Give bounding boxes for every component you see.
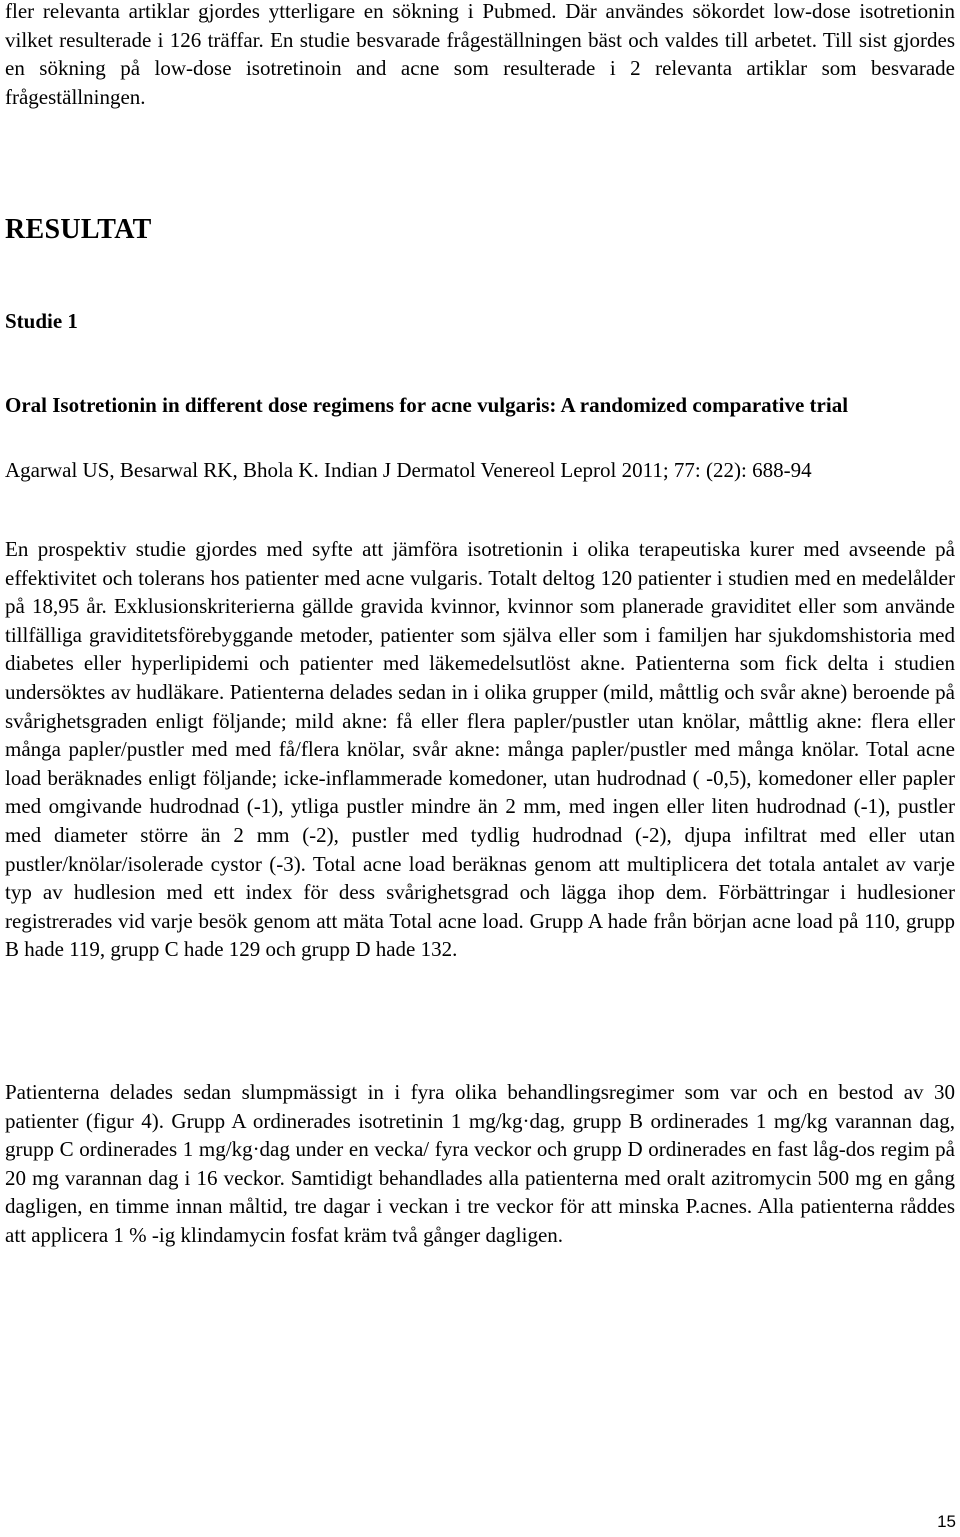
- body-paragraph-1: En prospektiv studie gjordes med syfte att jämföra isotretionin i olika terapeutiska kurer med avseende på effektivitet och tolerans hos patienter med acne vulgaris. Totalt deltog 120 patienter i studien med en medelålder på 18,95 år. Exklusionskriterierna gällde gravida kvinnor, kvinnor som planerade graviditet eller som använde tillfälliga graviditetsförebyggande metoder, patienter som själva eller som i familjen har sjukdomshistoria med diabetes eller hyperlipidemi och patienter med läkemedelsutlöst akne. Patienterna som fick delta i studien undersöktes av hudläkare. Patienterna delades sedan in i olika grupper (mild, måttlig och svår akne) beroende på svårighetsgraden enligt följande; mild akne: få eller flera papler/pustler utan knölar, måttlig akne: flera eller många papler/pustler med med få/flera knölar, svår akne: många papler/pustler med många knölar. Total acne load beräknades enligt följande; icke-inflammerade komedoner, utan hudrodnad ( -0,5), komedoner eller papler med omgivande hudrodnad (-1), ytliga pustler mindre än 2 mm, med ingen eller liten hudrodnad (-1), pustler med diameter större än 2 mm (-2), pustler med tydlig hudrodnad (-2), djupa infiltrat med eller utan pustler/knölar/isolerade cystor (-3). Total acne load beräknas genom att multiplicera det totala antalet av varje typ av hudlesion med ett index för dess svårighetsgrad och lägga ihop dem. Förbättringar i hudlesioner registrerades vid varje besök genom att mäta Total acne load. Grupp A hade från början acne load på 110, grupp B hade 119, grupp C hade 129 och grupp D hade 132.: [5, 537, 955, 962]
- page-number: 15: [937, 1512, 956, 1531]
- study-citation: Agarwal US, Besarwal RK, Bhola K. Indian J Dermatol Venereol Leprol 2011; 77: (22): 688-94: [5, 458, 812, 482]
- body-paragraph-2: Patienterna delades sedan slumpmässigt in i fyra olika behandlingsregimer som var och en bestod av 30 patienter (figur 4). Grupp A ordinerades isotretinin 1 mg/kg·dag, grupp B ordinerades 1 mg/kg varannan dag, grupp C ordinerades 1 mg/kg·dag under en vecka/ fyra veckor och grupp D ordinerades en fast låg-dos regim på 20 mg varannan dag i 16 veckor. Samtidigt behandlades alla patienterna med oralt azitromycin 500 mg en gång dagligen, en timme innan måltid, tre dagar i veckan i tre veckor för att minska P.acnes. Alla patienterna råddes att applicera 1 % -ig klindamycin fosfat kräm två gånger dagligen.: [5, 1080, 955, 1247]
- section-heading: RESULTAT: [5, 214, 152, 245]
- study-subheading: Studie 1: [5, 309, 78, 333]
- intro-paragraph: fler relevanta artiklar gjordes ytterligare en sökning i Pubmed. Där användes sökordet low-dose isotretionin vilket resulterade i 126 träffar. En studie besvarade frågeställningen bäst och valdes till arbetet. Till sist gjordes en sökning på low-dose isotretinoin and acne som resulterade i 2 relevanta artiklar som besvarade frågeställningen.: [5, 0, 955, 109]
- study-title: Oral Isotretionin in different dose regimens for acne vulgaris: A randomized comparative trial: [5, 393, 849, 417]
